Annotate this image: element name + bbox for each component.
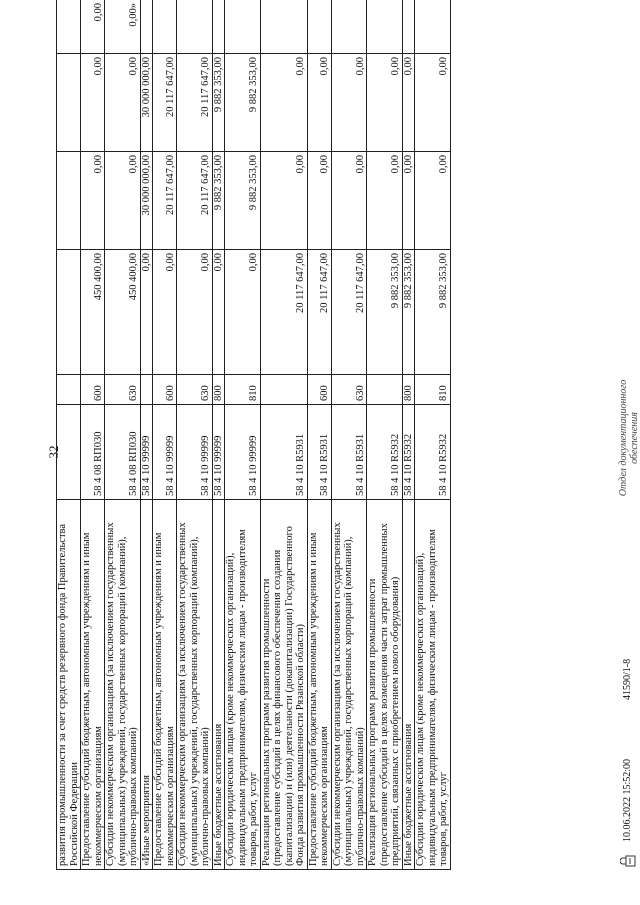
target-code-cell: 58 4 10 R5931 [260,405,307,500]
registration-timestamp: 10.06.2022 15:52:00 [622,758,633,842]
amount-cell-3: 0,00 [331,54,367,152]
expense-type-cell [140,375,153,405]
amount-cell-1: 0,00 [153,250,177,375]
target-code-cell: 58 4 10 99999 [177,405,213,500]
document-id: 41590/1-8 [622,658,633,700]
amount-cell-1: 20 117 647,00 [331,250,367,375]
row-name-cell: Иные бюджетные ассигнования [212,500,225,870]
amount-cell-2: 0,00 [331,152,367,250]
amount-cell-3: 0,00 [402,54,415,152]
expense-type-cell: 600 [81,375,105,405]
table-row [177,0,213,870]
amount-cell-4 [402,0,415,54]
table-row [260,0,307,870]
target-code-cell: 58 4 10 99999 [225,405,261,500]
amount-cell-3: 0,00 [307,54,331,152]
amount-cell-2: 30 000 000,00 [140,152,153,250]
amount-cell-1: 9 882 353,00 [402,250,415,375]
amount-cell-1: 9 882 353,00 [415,250,451,375]
amount-cell-3: 0,00 [105,54,141,152]
amount-cell-2: 0,00 [367,152,403,250]
amount-cell-2: 0,00 [105,152,141,250]
budget-table [56,0,451,870]
amount-cell-3: 0,00 [260,54,307,152]
row-name-cell: Иные бюджетные ассигнования [402,500,415,870]
target-code-cell: 58 4 10 R5931 [331,405,367,500]
table-row [367,0,403,870]
amount-cell-1: 450 400,00 [81,250,105,375]
amount-cell-2: 20 117 647,00 [177,152,213,250]
amount-cell-2: 20 117 647,00 [153,152,177,250]
amount-cell-1: 450 400,00 [105,250,141,375]
amount-cell-3: 9 882 353,00 [212,54,225,152]
amount-cell-1: 0,00 [212,250,225,375]
table-row [57,0,81,870]
table-row [140,0,153,870]
department-stamp [618,328,640,548]
row-name-cell: Субсидии юридическим лицам (кроме некоммерческих организаций), индивидуальным предпринимателям, физическим лицам - производителям товаров, работ, услуг [225,500,261,870]
amount-cell-3: 30 000 000,00 [140,54,153,152]
target-code-cell: 58 4 08 RП030 [105,405,141,500]
amount-cell-4 [57,0,81,54]
expense-type-cell: 800 [402,375,415,405]
amount-cell-1: 0,00 [177,250,213,375]
table-row [331,0,367,870]
amount-cell-2 [57,152,81,250]
amount-cell-1: 9 882 353,00 [367,250,403,375]
amount-cell-4 [140,0,153,54]
amount-cell-3: 0,00 [367,54,403,152]
table-row [81,0,105,870]
amount-cell-4 [225,0,261,54]
amount-cell-3: 0,00 [81,54,105,152]
electronic-signature-icon [620,854,636,868]
amount-cell-2: 0,00 [402,152,415,250]
amount-cell-1 [57,250,81,375]
target-code-cell [57,405,81,500]
target-code-cell: 58 4 10 99999 [153,405,177,500]
amount-cell-1: 0,00 [140,250,153,375]
table-row [307,0,331,870]
amount-cell-2: 9 882 353,00 [212,152,225,250]
row-name-cell: Предоставление субсидий бюджетным, автономным учреждениям и иным некоммерческим организациям [307,500,331,870]
department-stamp-line: Отдел документационного [618,379,629,497]
row-name-cell: Реализация региональных программ развития промышленности (предоставление субсидий в целях финансового обеспечения создания (капитализации) и (или) деятельности (докапитализации) Государственного Фонда развития промышленности Рязанской области) [260,500,307,870]
table-row [153,0,177,870]
table-row [212,0,225,870]
row-name-cell: Субсидии некоммерческим организациям (за исключением государственных (муниципальных) учреждений, государственных корпораций (компаний), публично-правовых компаний) [177,500,213,870]
amount-cell-4: 0,00» [105,0,141,54]
page-number: 32 [46,445,61,459]
target-code-cell: 58 4 10 99999 [140,405,153,500]
amount-cell-1: 20 117 647,00 [260,250,307,375]
expense-type-cell: 810 [415,375,451,405]
amount-cell-4 [415,0,451,54]
table-row [415,0,451,870]
expense-type-cell [57,375,81,405]
amount-cell-4 [260,0,307,54]
rotated-document-page [56,0,640,870]
document-footer [616,0,640,870]
department-stamp-line: обеспечения [629,412,640,464]
row-name-cell: развития промышленности за счет средств резервного фонда Правительства Российской Федерации [57,500,81,870]
amount-cell-2: 0,00 [307,152,331,250]
table-row [402,0,415,870]
expense-type-cell [367,375,403,405]
target-code-cell: 58 4 10 99999 [212,405,225,500]
row-name-cell: Предоставление субсидий бюджетным, автономным учреждениям и иным некоммерческим организациям [81,500,105,870]
budget-table-body [57,0,451,870]
expense-type-cell: 600 [307,375,331,405]
table-row [105,0,141,870]
amount-cell-3: 20 117 647,00 [153,54,177,152]
row-name-cell: Субсидии некоммерческим организациям (за исключением государственных (муниципальных) учреждений, государственных корпораций (компаний), публично-правовых компаний) [331,500,367,870]
expense-type-cell: 630 [105,375,141,405]
expense-type-cell [260,375,307,405]
target-code-cell: 58 4 10 R5932 [367,405,403,500]
target-code-cell: 58 4 10 R5932 [402,405,415,500]
amount-cell-4 [177,0,213,54]
amount-cell-3: 20 117 647,00 [177,54,213,152]
row-name-cell: Субсидии юридическим лицам (кроме некоммерческих организаций), индивидуальным предпринимателям, физическим лицам - производителям товаров, работ, услуг [415,500,451,870]
amount-cell-3 [57,54,81,152]
amount-cell-2: 9 882 353,00 [225,152,261,250]
row-name-cell: Реализация региональных программ развития промышленности (предоставление субсидий в целях возмещения части затрат промышленных предприятий, связанных с приобретением нового оборудования) [367,500,403,870]
amount-cell-2: 0,00 [81,152,105,250]
row-name-cell: Субсидии некоммерческим организациям (за исключением государственных (муниципальных) учреждений, государственных корпораций (компаний), публично-правовых компаний) [105,500,141,870]
amount-cell-4 [331,0,367,54]
expense-type-cell: 800 [212,375,225,405]
expense-type-cell: 630 [331,375,367,405]
expense-type-cell: 600 [153,375,177,405]
amount-cell-4 [307,0,331,54]
amount-cell-4 [153,0,177,54]
target-code-cell: 58 4 08 RП030 [81,405,105,500]
row-name-cell: «Иные мероприятия [140,500,153,870]
amount-cell-3: 9 882 353,00 [225,54,261,152]
target-code-cell: 58 4 10 R5931 [307,405,331,500]
amount-cell-2: 0,00 [260,152,307,250]
amount-cell-4 [212,0,225,54]
target-code-cell: 58 4 10 R5932 [415,405,451,500]
amount-cell-2: 0,00 [415,152,451,250]
table-row [225,0,261,870]
amount-cell-4 [367,0,403,54]
amount-cell-1: 0,00 [225,250,261,375]
amount-cell-4: 0,00 [81,0,105,54]
row-name-cell: Предоставление субсидий бюджетным, автономным учреждениям и иным некоммерческим организациям [153,500,177,870]
amount-cell-3: 0,00 [415,54,451,152]
expense-type-cell: 630 [177,375,213,405]
expense-type-cell: 810 [225,375,261,405]
amount-cell-1: 20 117 647,00 [307,250,331,375]
